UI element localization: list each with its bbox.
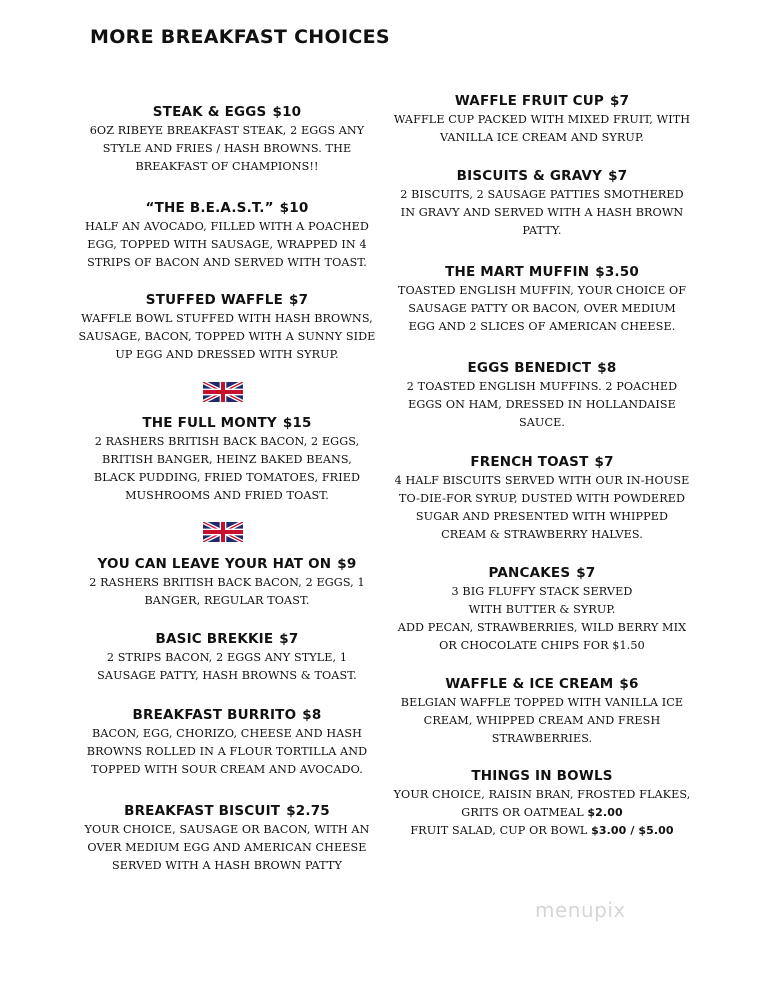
item-title: “THE B.E.A.S.T.” $10 — [145, 200, 309, 216]
menu-item-pancakes — [392, 564, 692, 655]
menu-item-full-monty — [77, 414, 377, 505]
item-description: 2 RASHERS BRITISH BACK BACON, 2 EGGS, 1 BANGER, REGULAR TOAST. — [89, 576, 365, 607]
item-title: STUFFED WAFFLE $7 — [145, 292, 309, 308]
menu-item-mart-muffin — [392, 263, 692, 336]
item-title: THINGS IN BOWLS — [471, 768, 613, 784]
union-jack-flag-icon — [203, 522, 243, 542]
item-title: BREAKFAST BISCUIT $2.75 — [124, 803, 330, 819]
menu-item-things-in-bowls — [392, 767, 692, 840]
item-description: 2 BISCUITS, 2 SAUSAGE PATTIES SMOTHERED IN GRAVY AND SERVED WITH A HASH BROWN PATTY. — [400, 188, 684, 237]
item-title: STEAK & EGGS $10 — [152, 104, 302, 120]
item-description: BACON, EGG, CHORIZO, CHEESE AND HASH BROWNS ROLLED IN A FLOUR TORTILLA AND TOPPED WITH SOUR CREAM AND AVOCADO. — [86, 727, 368, 776]
menu-item-stuffed-waffle — [77, 291, 377, 364]
menu-item-waffle-fruit-cup — [392, 92, 692, 147]
item-description: 4 HALF BISCUITS SERVED WITH OUR IN-HOUSE TO-DIE-FOR SYRUP, DUSTED WITH POWDERED SUGAR AND PRESENTED WITH WHIPPED CREAM & STRAWBERRY HALVES. — [394, 474, 690, 541]
union-jack-flag-icon — [203, 382, 243, 402]
item-title: YOU CAN LEAVE YOUR HAT ON $9 — [97, 556, 357, 572]
watermark-logo: menupix — [535, 898, 626, 922]
item-title: WAFFLE & ICE CREAM $6 — [445, 676, 639, 692]
menu-item-breakfast-biscuit — [77, 802, 377, 875]
item-description: 3 BIG FLUFFY STACK SERVED WITH BUTTER & SYRUP. ADD PECAN, STRAWBERRIES, WILD BERRY MIX OR CHOCOLATE CHIPS FOR $1.50 — [397, 585, 687, 652]
item-description: YOUR CHOICE, SAUSAGE OR BACON, WITH AN OVER MEDIUM EGG AND AMERICAN CHEESE SERVED WITH A HASH BROWN PATTY — [84, 823, 370, 872]
menu-item-biscuits-gravy — [392, 167, 692, 240]
menu-item-beast — [77, 199, 377, 272]
item-description: WAFFLE BOWL STUFFED WITH HASH BROWNS, SAUSAGE, BACON, TOPPED WITH A SUNNY SIDE UP EGG AND DRESSED WITH SYRUP. — [78, 312, 376, 361]
item-title: BASIC BREKKIE $7 — [155, 631, 299, 647]
item-title: FRENCH TOAST $7 — [470, 454, 614, 470]
item-description: 2 RASHERS BRITISH BACK BACON, 2 EGGS, BRITISH BANGER, HEINZ BAKED BEANS, BLACK PUDDING, FRIED TOMATOES, FRIED MUSHROOMS AND FRIED TOAST. — [93, 435, 361, 502]
item-description: 6OZ RIBEYE BREAKFAST STEAK, 2 EGGS ANY STYLE AND FRIES / HASH BROWNS. THE BREAKFAST OF CHAMPIONS!! — [89, 124, 365, 173]
item-description: 2 TOASTED ENGLISH MUFFINS. 2 POACHED EGGS ON HAM, DRESSED IN HOLLANDAISE SAUCE. — [406, 380, 678, 429]
menu-item-hat-on — [77, 555, 377, 610]
menu-item-french-toast — [392, 453, 692, 544]
item-description: BELGIAN WAFFLE TOPPED WITH VANILLA ICE CREAM, WHIPPED CREAM AND FRESH STRAWBERRIES. — [400, 696, 684, 745]
item-title: BISCUITS & GRAVY $7 — [456, 168, 628, 184]
menu-item-breakfast-burrito — [77, 706, 377, 779]
item-description: 2 STRIPS BACON, 2 EGGS ANY STYLE, 1 SAUSAGE PATTY, HASH BROWNS & TOAST. — [97, 651, 357, 682]
item-title: WAFFLE FRUIT CUP $7 — [454, 93, 630, 109]
item-title: PANCAKES $7 — [488, 565, 596, 581]
menu-item-eggs-benedict — [392, 359, 692, 432]
menu-item-waffle-ice-cream — [392, 675, 692, 748]
item-title: EGGS BENEDICT $8 — [467, 360, 617, 376]
item-title: THE MART MUFFIN $3.50 — [445, 264, 639, 280]
item-description: WAFFLE CUP PACKED WITH MIXED FRUIT, WITH VANILLA ICE CREAM AND SYRUP. — [393, 113, 691, 144]
menu-item-basic-brekkie — [77, 630, 377, 685]
menu-item-steak-eggs — [77, 103, 377, 176]
item-description: YOUR CHOICE, RAISIN BRAN, FROSTED FLAKES, GRITS OR OATMEAL $2.00 FRUIT SALAD, CUP OR BOWL $3.00 / $5.00 — [393, 788, 691, 837]
item-description: HALF AN AVOCADO, FILLED WITH A POACHED EGG, TOPPED WITH SAUSAGE, WRAPPED IN 4 STRIPS OF BACON AND SERVED WITH TOAST. — [85, 220, 369, 269]
item-title: BREAKFAST BURRITO $8 — [132, 707, 322, 723]
item-title: THE FULL MONTY $15 — [142, 415, 312, 431]
page-title: MORE BREAKFAST CHOICES — [90, 26, 390, 48]
item-description: TOASTED ENGLISH MUFFIN, YOUR CHOICE OF SAUSAGE PATTY OR BACON, OVER MEDIUM EGG AND 2 SLICES OF AMERICAN CHEESE. — [397, 284, 687, 333]
